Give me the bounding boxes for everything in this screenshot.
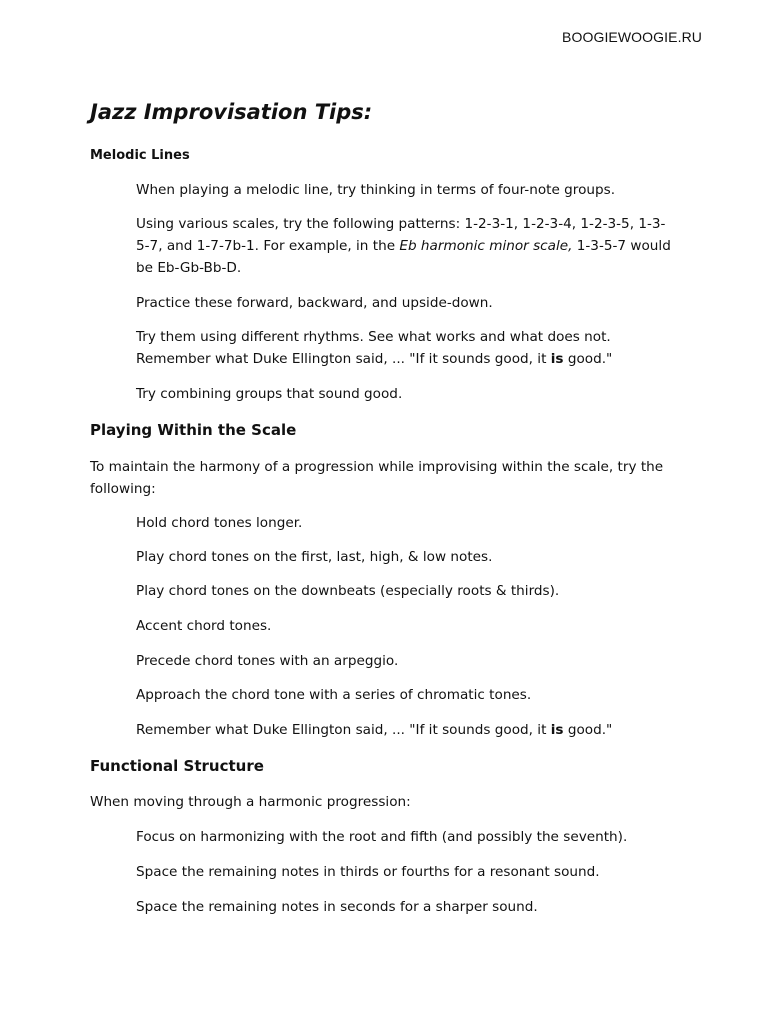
patterns-text: Using various scales, try the following patterns: 1-2-3-1, 1-2-3-4, 1-2-3-5, 1-3-5-7, and 1-7-7b-1. For example, in the <box>136 216 666 254</box>
list-item: Focus on harmonizing with the root and fifth (and possibly the seventh). <box>136 829 628 845</box>
paragraph-forward-backward: Practice these forward, backward, and upside-down. <box>136 295 493 311</box>
list-item: Approach the chord tone with a series of chromatic tones. <box>136 687 532 703</box>
list-item: Space the remaining notes in seconds for a sharper sound. <box>136 899 538 915</box>
section-heading-functional-structure: Functional Structure <box>90 757 264 775</box>
list-item: Play chord tones on the downbeats (especially roots & thirds). <box>136 583 560 599</box>
site-name: BOOGIEWOOGIE.RU <box>562 29 702 45</box>
rhythms-end: good." <box>563 351 613 367</box>
paragraph-ellington-quote <box>136 719 676 741</box>
emphasis-is: is <box>550 722 564 738</box>
paragraph-within-intro: To maintain the harmony of a progression while improvising within the scale, try the following: <box>90 459 664 497</box>
list-item: Precede chord tones with an arpeggio. <box>136 653 399 669</box>
paragraph-functional-intro: When moving through a harmonic progression: <box>90 794 411 810</box>
patterns-example: 1-3-5-7 would be Eb-Gb-Bb-D. <box>136 238 671 276</box>
paragraph-rhythms <box>136 326 676 370</box>
rhythms-text: Try them using different rhythms. See what works and what does not. Remember what Duke Ellington said, ... "If it sounds good, it <box>136 329 611 367</box>
list-item: Accent chord tones. <box>136 618 272 634</box>
page-title: Jazz Improvisation Tips: <box>90 100 373 124</box>
quote-text: Remember what Duke Ellington said, ... "If it sounds good, it <box>136 722 551 738</box>
list-item: Space the remaining notes in thirds or fourths for a resonant sound. <box>136 864 600 880</box>
section-heading-playing-within-scale: Playing Within the Scale <box>90 421 297 439</box>
emphasis-is: is <box>550 351 564 367</box>
paragraph-patterns <box>136 213 676 279</box>
scale-name-emphasis: Eb harmonic minor scale, <box>399 238 573 254</box>
paragraph-four-note-groups: When playing a melodic line, try thinking in terms of four-note groups. <box>136 182 616 198</box>
list-item: Hold chord tones longer. <box>136 515 303 531</box>
list-item: Play chord tones on the first, last, high, & low notes. <box>136 549 493 565</box>
paragraph-combining-groups: Try combining groups that sound good. <box>136 386 403 402</box>
quote-end: good." <box>563 722 613 738</box>
section-heading-melodic-lines: Melodic Lines <box>90 148 190 163</box>
